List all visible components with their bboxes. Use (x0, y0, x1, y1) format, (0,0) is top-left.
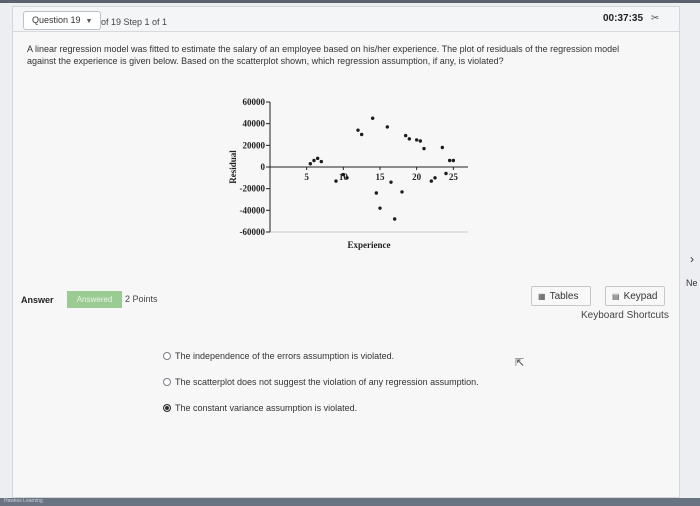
choice-text: The independence of the errors assumption is violated. (175, 351, 395, 361)
data-point (441, 146, 444, 149)
choice-text: The scatterplot does not suggest the violation of any regression assumption. (175, 377, 479, 387)
plot-axes (266, 102, 468, 232)
data-point (452, 159, 455, 162)
data-point (356, 128, 359, 131)
plot-labels (228, 97, 458, 250)
choice-constant-variance[interactable] (163, 403, 357, 417)
tables-button[interactable] (531, 286, 591, 306)
y-tick-label: 20000 (242, 140, 265, 151)
points-label: 2 Points (125, 294, 158, 304)
x-tick-label: 25 (448, 172, 458, 182)
data-point (320, 160, 323, 163)
plot-points (309, 117, 455, 221)
data-point (448, 159, 451, 162)
radio-selected-icon[interactable] (163, 404, 171, 412)
question-card (12, 6, 680, 498)
y-tick-label: -20000 (239, 183, 265, 194)
footer-bar (0, 498, 700, 506)
keypad-label: Keypad (623, 291, 658, 302)
mouse-cursor-icon: ⇱ (515, 357, 525, 369)
data-point (334, 179, 337, 182)
data-point (316, 157, 319, 160)
radio-icon[interactable] (163, 378, 171, 386)
data-point (371, 117, 374, 120)
data-point (378, 206, 381, 209)
question-prompt: A linear regression model was fitted to estimate the salary of an employee based on his/her experience. The plot of residuals of the regression model against the experience is given below. Based on the scatterplot shown, which regression assumption, if any, is violated? (27, 44, 620, 66)
next-button[interactable]: Ne (686, 278, 698, 288)
residual-plot (208, 92, 468, 250)
timer: 00:37:35 (603, 13, 644, 24)
choice-no-violation[interactable] (163, 377, 479, 391)
y-tick-label: 0 (260, 162, 265, 172)
data-point (309, 162, 312, 165)
data-point (422, 147, 425, 150)
tables-label: Tables (549, 291, 579, 302)
eye-slash-icon[interactable]: ✂ (651, 13, 660, 24)
y-tick-label: 60000 (242, 97, 265, 107)
chevron-down-icon: ▼ (85, 18, 93, 25)
data-point (404, 134, 407, 137)
answer-row (13, 283, 679, 321)
y-tick-label: -60000 (239, 227, 265, 237)
choice-independence[interactable] (163, 351, 394, 365)
question-header (13, 7, 679, 32)
data-point (444, 172, 447, 175)
answer-label: Answer (21, 295, 54, 305)
y-axis-title: Residual (228, 150, 238, 184)
data-point (415, 138, 418, 141)
step-info: of 19 Step 1 of 1 (101, 17, 168, 27)
answer-status-badge: Answered (67, 291, 122, 308)
data-point (408, 137, 411, 140)
data-point (360, 133, 363, 136)
x-axis-title: Experience (347, 240, 391, 250)
data-point (312, 159, 315, 162)
data-point (393, 217, 396, 220)
y-tick-label: 40000 (242, 118, 265, 129)
x-tick-label: 5 (304, 172, 309, 182)
radio-icon[interactable] (163, 352, 171, 360)
data-point (433, 176, 436, 179)
data-point (386, 125, 389, 128)
calculator-icon: ▤ (612, 292, 620, 301)
data-point (400, 190, 403, 193)
data-point (389, 180, 392, 183)
question-selector[interactable] (23, 11, 101, 30)
data-point (430, 179, 433, 182)
x-tick-label: 20 (412, 172, 422, 182)
question-label: Question 19 (32, 15, 81, 25)
x-tick-label: 10 (338, 172, 348, 182)
keypad-button[interactable] (605, 286, 665, 306)
chevron-right-icon[interactable]: › (690, 252, 694, 266)
y-tick-label: -40000 (239, 205, 265, 216)
choice-text: The constant variance assumption is violated. (175, 403, 358, 413)
top-border (0, 0, 700, 3)
keyboard-shortcuts-link[interactable]: Keyboard Shortcuts (581, 310, 669, 321)
x-tick-label: 15 (375, 172, 385, 182)
table-icon: ▦ (538, 292, 546, 301)
data-point (375, 191, 378, 194)
footer-text: Hawkes Learning (4, 498, 43, 504)
data-point (419, 139, 422, 142)
